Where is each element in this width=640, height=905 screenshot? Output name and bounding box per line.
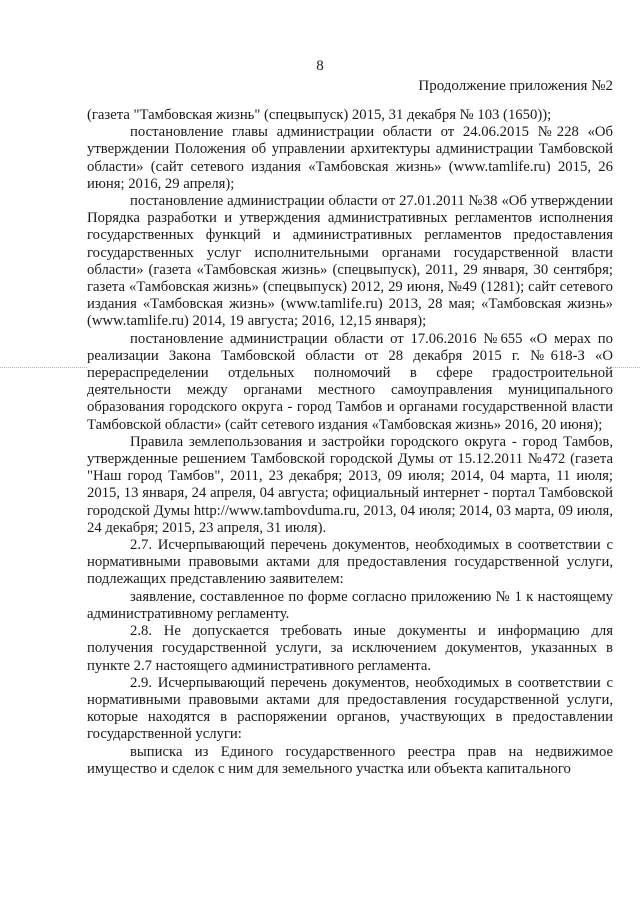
paragraph: постановление главы администрации области от 24.06.2015 №228 «Об утверждении Положения об управлении архитектуры администрации Тамбовской области» (сайт сетевого издания «Тамбовская жизнь» (www.tamlife.ru) 2015, 26 июня; 2016, 29 апреля); bbox=[87, 124, 613, 192]
appendix-continuation-note: Продолжение приложения №2 bbox=[418, 78, 613, 94]
scan-artifact-left bbox=[0, 367, 87, 368]
paragraph: постановление администрации области от 17.06.2016 №655 «О мерах по реализации Закона Тамбовской области от 28 декабря 2015 г. №618-З «О перераспределении отдельных полномочий в сфере градостроительной деятельности между органами местного самоуправления муниципального образования городского округа - город Тамбов и органами государственной власти Тамбовской области» (сайт сетевого издания «Тамбовская жизнь» 2016, 20 июня); bbox=[87, 330, 613, 433]
scan-artifact-right bbox=[613, 367, 640, 368]
paragraph: Правила землепользования и застройки городского округа - город Тамбов, утвержденные решением Тамбовской городской Думы от 15.12.2011 №472 (газета "Наш город Тамбов", 2011, 23 декабря; 2013, 09 июля; 2014, 04 марта, 11 июля; 2015, 13 января, 24 апреля, 04 августа; официальный интернет - портал Тамбовской городской Думы http://www.tambovduma.ru, 2013, 04 июля; 2014, 03 марта, 09 июля, 24 декабря; 2015, 23 апреля, 31 июля). bbox=[87, 433, 613, 536]
paragraph: 2.9. Исчерпывающий перечень документов, необходимых в соответствии с нормативными правовыми актами для предоставления государственной услуги, которые находятся в распоряжении органов, участвующих в предоставлении государственной услуги: bbox=[87, 674, 613, 743]
paragraph: (газета "Тамбовская жизнь" (спецвыпуск) 2015, 31 декабря № 103 (1650)); bbox=[87, 107, 552, 123]
paragraph: заявление, составленное по форме согласно приложению № 1 к настоящему административному регламенту. bbox=[87, 588, 613, 622]
paragraph: постановление администрации области от 27.01.2011 №38 «Об утверждении Порядка разработки и утверждения административных регламентов исполнения государственных функций и административных регламентов предоставления государственных услуг исполнительными органами государственной власти области» (газета «Тамбовская жизнь» (спецвыпуск), 2011, 29 января, 30 сентября; газета «Тамбовская жизнь» (спецвыпуск) 2012, 29 июня, №49 (1281); сайт сетевого издания «Тамбовская жизнь» (www.tamlife.ru) 2013, 28 мая; «Тамбовская жизнь» (www.tamlife.ru) 2014, 19 августа; 2016, 12,15 января); bbox=[87, 193, 613, 330]
document-body bbox=[87, 107, 613, 778]
page-number: 8 bbox=[316, 58, 324, 74]
paragraph: 2.8. Не допускается требовать иные документы и информацию для получения государственной услуги, за исключением документов, указанных в пункте 2.7 настоящего административного регламента. bbox=[87, 623, 613, 674]
paragraph: выписка из Единого государственного реестра прав на недвижимое имущество и сделок с ним для земельного участка или объекта капитального bbox=[87, 743, 613, 777]
paragraph: 2.7. Исчерпывающий перечень документов, необходимых в соответствии с нормативными правовыми актами для предоставления государственной услуги, подлежащих представлению заявителем: bbox=[87, 537, 613, 588]
